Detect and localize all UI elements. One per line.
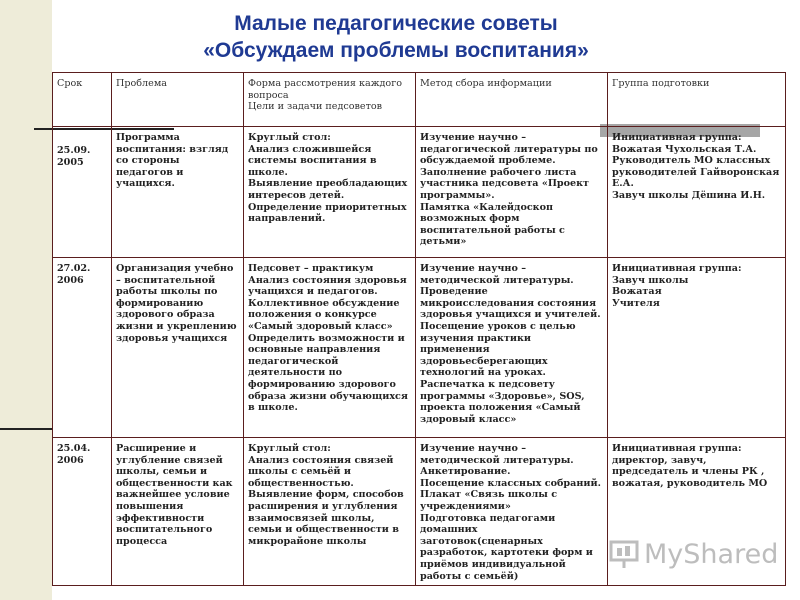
row-form: Круглый стол: Анализ состояния связей школы с семьёй и общественностью. Выявление форм, способов расширения и углубления взаимосвязей школы, семьи и общественности в микрорайоне школы [244, 438, 416, 586]
row-date: 25.09. 2005 [53, 127, 112, 258]
row-group: Инициативная группа: директор, завуч, председатель и члены РК , вожатая, руководитель МО [608, 438, 786, 586]
row-group: Инициативная группа: Завуч школы Вожатая Учителя [608, 258, 786, 438]
title-line-1: Малые педагогические советы [234, 12, 558, 35]
header-term: Срок [53, 73, 112, 127]
table-header-row [53, 73, 786, 127]
row-method: Изучение научно – методической литературы. Анкетирование. Посещение классных собраний. Плакат «Связь школы с учреждениями» Подготовка педагогами домашних заготовок(сценарных разработок, картотеки форм и приёмов индивидуальной работы с семьёй) [416, 438, 608, 586]
table-row [53, 258, 786, 438]
title-line-2: «Обсуждаем проблемы воспитания» [203, 39, 589, 62]
row-date: 25.04. 2006 [53, 438, 112, 586]
row-form: Педсовет – практикум Анализ состояния здоровья учащихся и педагогов. Коллективное обсуждение положения о конкурсе «Самый здоровый класс» Определить возможности и основные направления педагогической деятельности по формированию здорового образа жизни обучающихся в школе. [244, 258, 416, 438]
row-problem: Расширение и углубление связей школы, семьи и общественности как важнейшее условие повышения эффективности воспитательного процесса [112, 438, 244, 586]
row-problem: Организация учебно – воспитательной работы школы по формированию здорового образа жизни и укреплению здоровья учащихся [112, 258, 244, 438]
header-form: Форма рассмотрения каждого вопроса Цели и задачи педсоветов [244, 73, 416, 127]
table-row [53, 127, 786, 258]
watermark [608, 536, 798, 572]
decorative-rule [0, 428, 52, 430]
slide-title [0, 10, 800, 64]
row-date: 27.02. 2006 [53, 258, 112, 438]
row-group: Инициативная группа: Вожатая Чухольская Т.А. Руководитель МО классных руководителей Гайворонская Е.А. Завуч школы Дёшина И.Н. [608, 127, 786, 258]
header-group: Группа подготовки [608, 73, 786, 127]
row-problem: Программа воспитания: взгляд со стороны педагогов и учащихся. [112, 127, 244, 258]
row-form: Круглый стол: Анализ сложившейся системы воспитания в школе. Выявление преобладающих интересов детей. Определение приоритетных направлений. [244, 127, 416, 258]
presentation-icon [608, 538, 640, 570]
left-decorative-band [0, 0, 52, 600]
row-method: Изучение научно – методической литературы. Проведение микроисследования состояния здоровья учащихся и учителей. Посещение уроков с целью изучения практики применения здоровьесберегающих технологий на уроках. Распечатка к педсовету программы «Здоровье», SOS, проекта положения «Самый здоровый класс» [416, 258, 608, 438]
header-problem: Проблема [112, 73, 244, 127]
header-method: Метод сбора информации [416, 73, 608, 127]
row-method: Изучение научно – педагогической литературы по обсуждаемой проблеме. Заполнение рабочего листа участника педсовета «Проект программы». Памятка «Калейдоскоп возможных форм воспитательной работы с детьми» [416, 127, 608, 258]
councils-table [52, 72, 786, 586]
watermark-text: MyShared [644, 538, 779, 570]
